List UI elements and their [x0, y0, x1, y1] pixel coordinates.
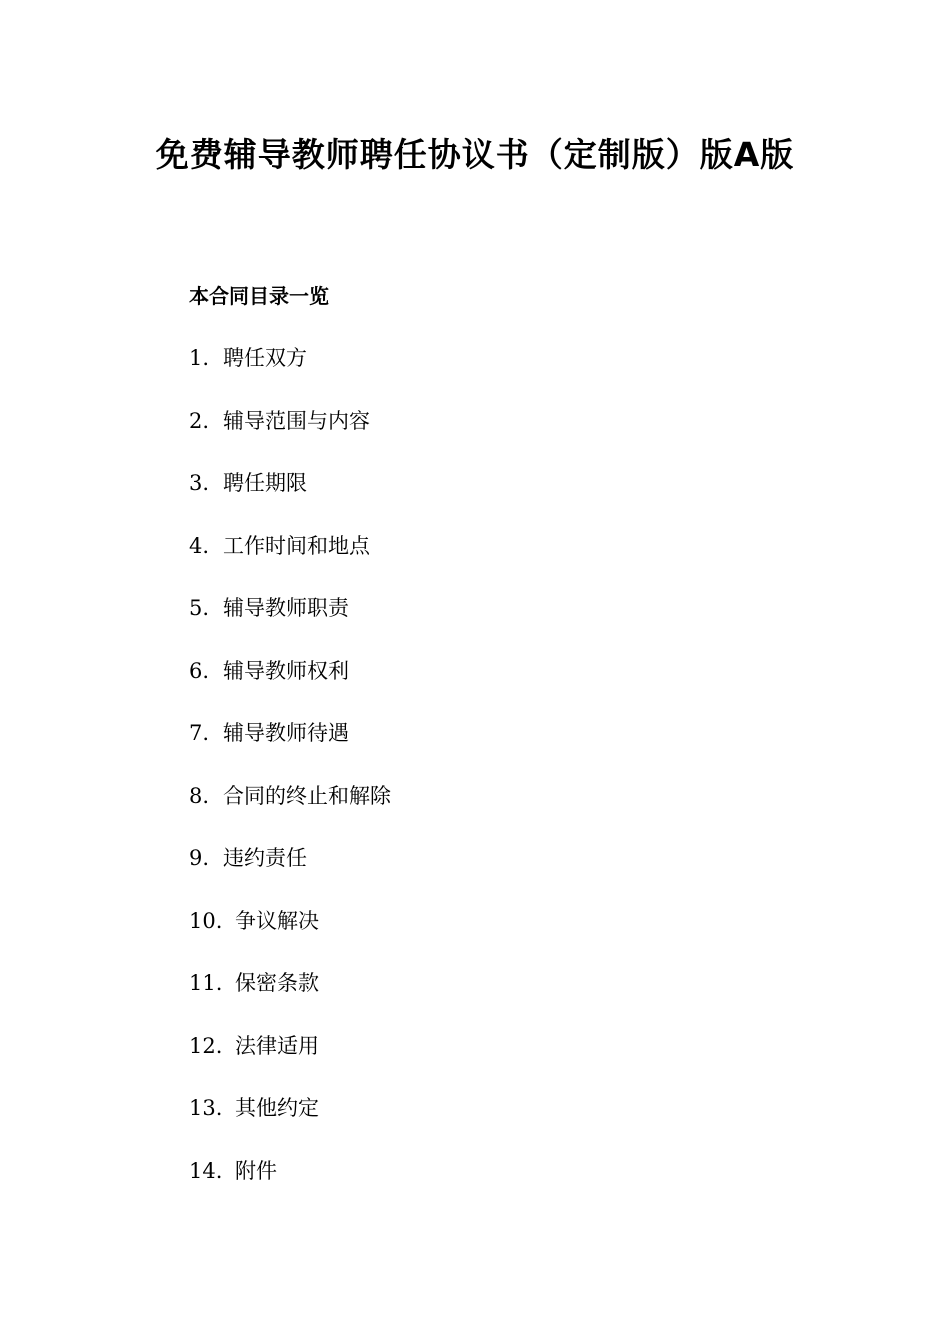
toc-item-label: 其他约定	[235, 1096, 319, 1120]
toc-item-label: 法律适用	[235, 1033, 319, 1058]
toc-item-number: 4.	[189, 533, 210, 558]
toc-item-6	[189, 655, 391, 718]
toc-heading: 本合同目录一览	[189, 284, 329, 308]
toc-item-10	[189, 905, 391, 968]
toc-item-label: 合同的终止和解除	[223, 783, 391, 808]
toc-item-label: 聘任双方	[223, 346, 307, 370]
toc-item-number: 14.	[189, 1158, 223, 1183]
toc-item-4	[189, 530, 391, 593]
toc-item-12	[189, 1030, 391, 1093]
toc-item-number: 10.	[189, 908, 223, 933]
toc-item-label: 工作时间和地点	[223, 533, 370, 558]
toc-item-label: 辅导教师待遇	[223, 721, 349, 745]
toc-item-5	[189, 592, 391, 655]
toc-item-2	[189, 405, 391, 468]
toc-item-label: 辅导范围与内容	[223, 408, 370, 433]
toc-item-number: 2.	[189, 408, 210, 433]
toc-item-number: 5.	[189, 596, 210, 620]
toc-item-14	[189, 1155, 391, 1218]
toc-item-7	[189, 717, 391, 780]
toc-item-9	[189, 842, 391, 905]
toc-item-number: 1.	[189, 346, 210, 370]
toc-item-label: 辅导教师权利	[223, 658, 349, 683]
toc-item-label: 保密条款	[235, 971, 319, 995]
toc-item-3	[189, 467, 391, 530]
toc-item-number: 12.	[189, 1033, 223, 1058]
toc-item-1	[189, 342, 391, 405]
document-title: 免费辅导教师聘任协议书（定制版）版A版	[155, 135, 795, 174]
toc-item-label: 附件	[235, 1158, 277, 1183]
toc-item-number: 11.	[189, 971, 223, 995]
toc-item-number: 7.	[189, 721, 210, 745]
toc-item-label: 违约责任	[223, 846, 307, 870]
toc-item-number: 9.	[189, 846, 210, 870]
toc-item-13	[189, 1092, 391, 1155]
toc-list	[189, 342, 391, 1217]
toc-item-11	[189, 967, 391, 1030]
toc-item-number: 3.	[189, 471, 210, 495]
toc-item-number: 6.	[189, 658, 210, 683]
toc-item-label: 聘任期限	[223, 471, 307, 495]
toc-item-label: 辅导教师职责	[223, 596, 349, 620]
toc-item-8	[189, 780, 391, 843]
toc-item-number: 13.	[189, 1096, 223, 1120]
toc-item-number: 8.	[189, 783, 210, 808]
toc-item-label: 争议解决	[235, 908, 319, 933]
